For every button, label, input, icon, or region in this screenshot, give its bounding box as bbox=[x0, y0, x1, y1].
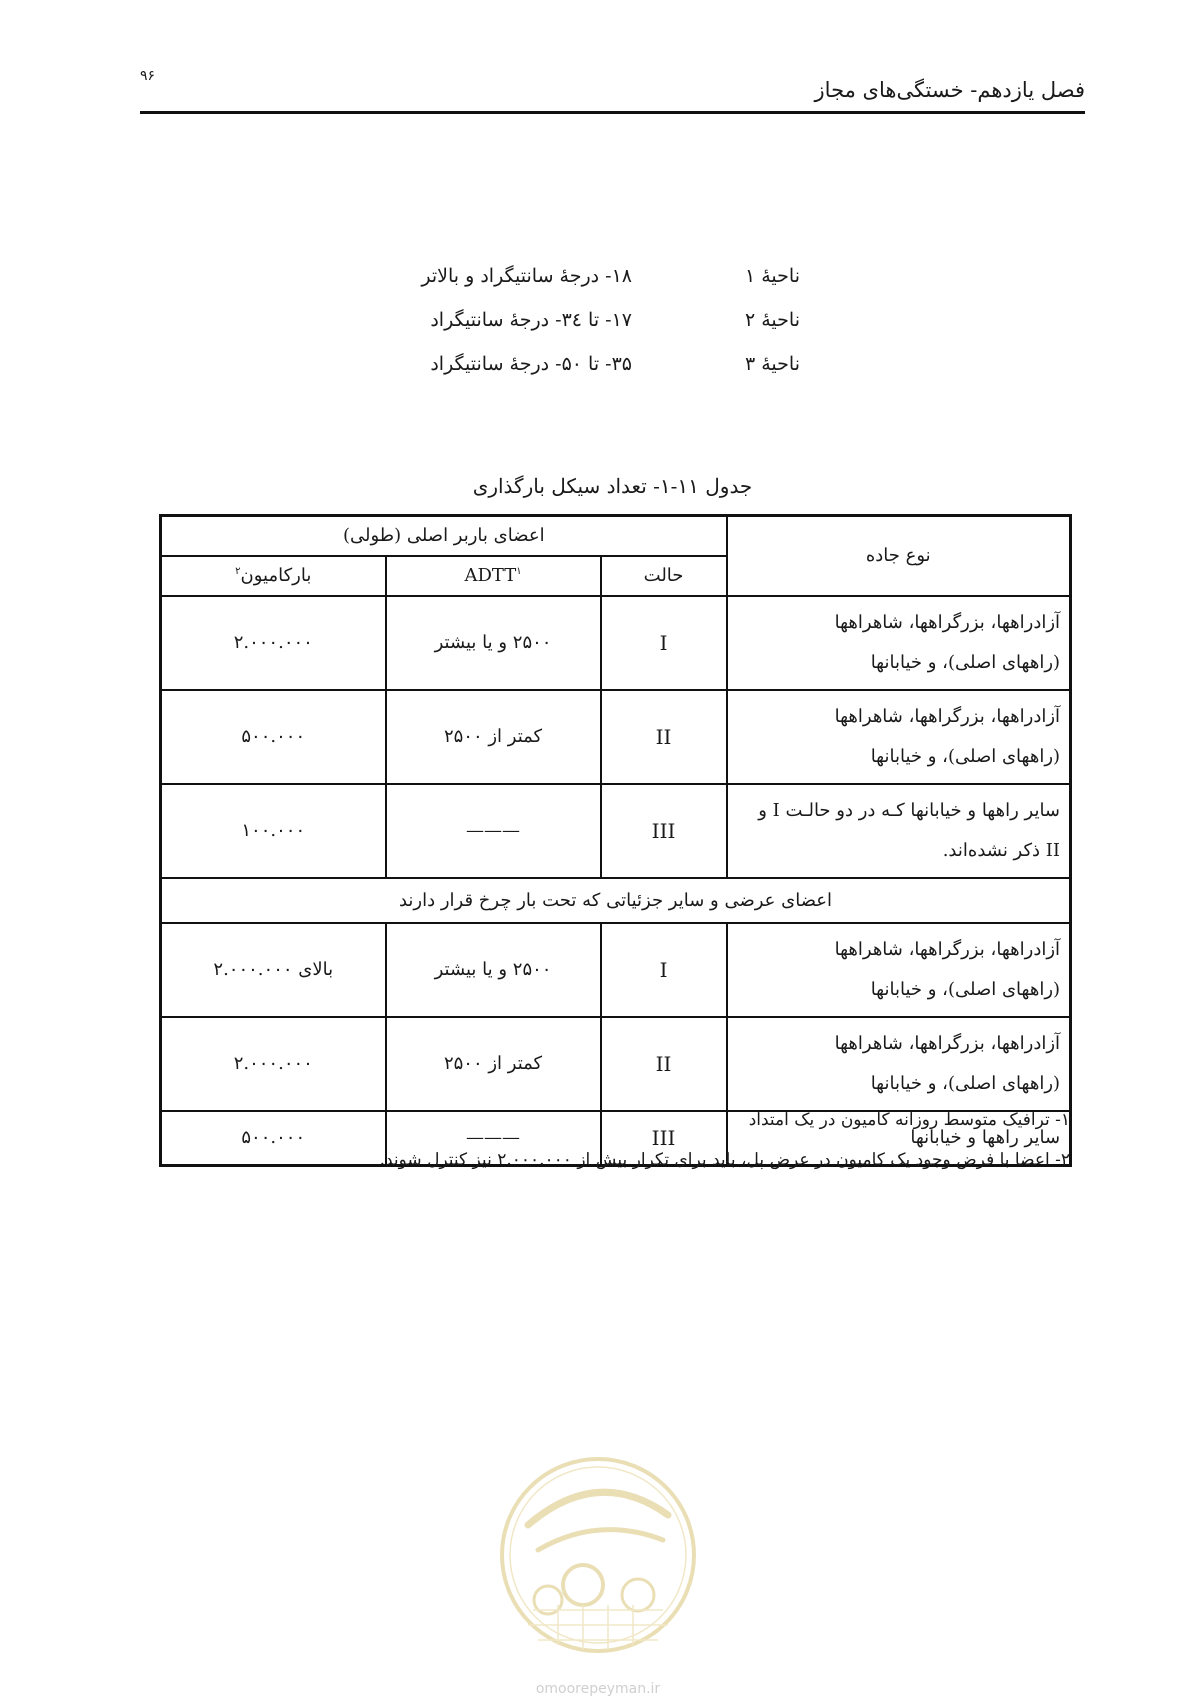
truck-label: بارکامیون bbox=[240, 565, 312, 586]
zone-range: ۱۷- تا ۳٤- درجهٔ سانتیگراد bbox=[430, 309, 632, 331]
road-type-cell: سایر راهها و خیابانها bbox=[727, 1111, 1071, 1166]
section-title-transverse: اعضای عرضی و سایر جزئیاتی که تحت بار چرخ قرار دارند bbox=[161, 878, 1071, 923]
case-cell: I bbox=[601, 596, 727, 690]
header-case: حالت bbox=[601, 556, 727, 596]
zone-range: ۳۵- تا ۵۰- درجهٔ سانتیگراد bbox=[430, 353, 632, 375]
zone-list bbox=[420, 254, 800, 386]
table-row bbox=[161, 784, 1071, 878]
zone-row bbox=[420, 298, 800, 342]
footnote-mark: ۲ bbox=[235, 566, 241, 577]
truck-cycles-cell: ۱۰۰.۰۰۰ bbox=[161, 784, 386, 878]
zone-range: ۱۸- درجهٔ سانتیگراد و بالاتر bbox=[421, 265, 632, 287]
adtt-cell: ۲۵۰۰ و یا بیشتر bbox=[386, 923, 601, 1017]
footnote: ۲- اعضا با فرض وجود یک کامیون در عرض پل، باید برای تکرار بیش از ۲.۰۰۰.۰۰۰ نیز کنترل شوند. bbox=[379, 1150, 1070, 1170]
watermark-logo bbox=[488, 1445, 708, 1705]
zone-name: ناحیهٔ ۱ bbox=[744, 265, 800, 287]
footnotes bbox=[170, 1100, 1070, 1180]
table-row bbox=[161, 690, 1071, 784]
road-type-cell: آزادراهها، بزرگراهها، شاهراهها (راههای اصلی)، و خیابانها bbox=[727, 690, 1071, 784]
watermark-seal-icon bbox=[488, 1445, 708, 1675]
truck-cycles-cell: ۵۰۰.۰۰۰ bbox=[161, 1111, 386, 1166]
case-cell: II bbox=[601, 690, 727, 784]
adtt-cell: کمتر از ۲۵۰۰ bbox=[386, 1017, 601, 1111]
footnote: ۱- ترافیک متوسط روزانه کامیون در یک امتداد bbox=[748, 1110, 1070, 1130]
table-caption: جدول ۱۱-۱- تعداد سیکل بارگذاری bbox=[472, 474, 753, 498]
table-row bbox=[161, 596, 1071, 690]
truck-cycles-cell: ۲.۰۰۰.۰۰۰ bbox=[161, 1017, 386, 1111]
watermark-url: omoorepeyman.ir bbox=[535, 1681, 661, 1697]
case-cell: III bbox=[601, 1111, 727, 1166]
header-rule bbox=[140, 111, 1085, 114]
footnote-mark: ۱ bbox=[516, 566, 522, 577]
truck-cycles-cell: بالای ۲.۰۰۰.۰۰۰ bbox=[161, 923, 386, 1017]
table-row bbox=[161, 923, 1071, 1017]
chapter-title: فصل یازدهم- خستگی‌های مجاز bbox=[814, 78, 1085, 102]
zone-name: ناحیهٔ ۲ bbox=[744, 309, 800, 331]
adtt-cell: کمتر از ۲۵۰۰ bbox=[386, 690, 601, 784]
zone-row bbox=[420, 342, 800, 386]
case-cell: I bbox=[601, 923, 727, 1017]
zone-name: ناحیهٔ ۳ bbox=[744, 353, 800, 375]
truck-cycles-cell: ۲.۰۰۰.۰۰۰ bbox=[161, 596, 386, 690]
truck-cycles-cell: ۵۰۰.۰۰۰ bbox=[161, 690, 386, 784]
adtt-cell: ——— bbox=[386, 1111, 601, 1166]
table-row bbox=[161, 1017, 1071, 1111]
zone-row bbox=[420, 254, 800, 298]
header-adtt bbox=[386, 556, 601, 596]
case-cell: III bbox=[601, 784, 727, 878]
section-header-row bbox=[161, 878, 1071, 923]
header-truck bbox=[161, 556, 386, 596]
case-cell: II bbox=[601, 1017, 727, 1111]
road-type-cell: آزادراهها، بزرگراهها، شاهراهها (راههای اصلی)، و خیابانها bbox=[727, 596, 1071, 690]
road-type-cell: آزادراهها، بزرگراهها، شاهراهها (راههای اصلی)، و خیابانها bbox=[727, 1017, 1071, 1111]
load-cycle-table bbox=[159, 514, 1072, 1167]
adtt-cell: ۲۵۰۰ و یا بیشتر bbox=[386, 596, 601, 690]
header-road-type: نوع جاده bbox=[727, 516, 1071, 596]
adtt-label: ADTT bbox=[464, 565, 517, 586]
road-type-cell: سایر راهها و خیابانها کـه در دو حالـت I و II ذکر نشده‌اند. bbox=[727, 784, 1071, 878]
road-type-cell: آزادراهها، بزرگراهها، شاهراهها (راههای اصلی)، و خیابانها bbox=[727, 923, 1071, 1017]
header-longitudinal-group: اعضای باربر اصلی (طولی) bbox=[161, 516, 727, 556]
page-number: ۹۶ bbox=[140, 68, 156, 84]
adtt-cell: ——— bbox=[386, 784, 601, 878]
